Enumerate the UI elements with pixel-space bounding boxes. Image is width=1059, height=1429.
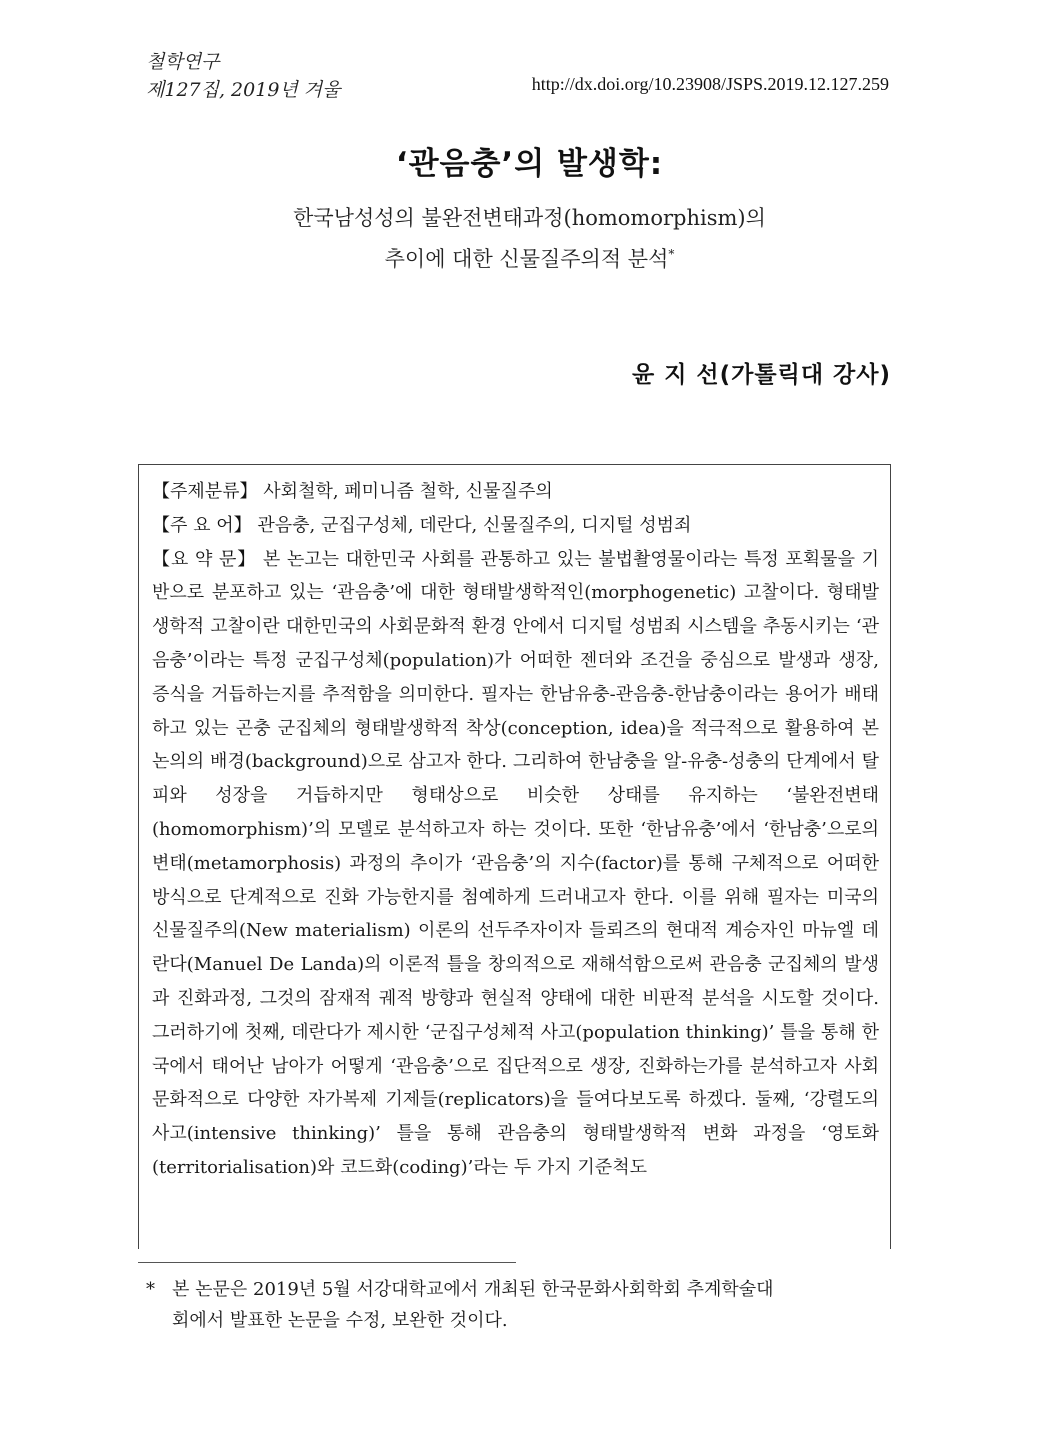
summary-text: 본 논고는 대한민국 사회를 관통하고 있는 불법촬영물이라는 특정 포획물을 기반으로 분포하고 있는 ‘관음충’에 대한 형태발생학적인(morphogenetic) 고찰이다. 형태발생학적 고찰이란 대한민국의 사회문화적 환경 안에서 디지털 성범죄 시스템을 추동시키는 ‘관음충’이라는 특정 군집구성체(population)가 어떠한 젠더와 조건을 중심으로 발생과 생장, 증식을 거듭하는지를 추적함을 의미한다. 필자는 한남유충-관음충-한남충이라는 용어가 배태하고 있는 곤충 군집체의 형태발생학적 착상(conception, idea)을 적극적으로 활용하여 본 논의의 배경(background)으로 삼고자 한다. 그리하여 한남충을 알-유충-성충의 단계에서 탈피와 성장을 거듭하지만 형태상으로 비슷한 상태를 유지하는 ‘불완전변태(homomorphism)’의 모델로 분석하고자 하는 것이다. 또한 ‘한남유충’에서 ‘한남충’으로의 변태(metamorphosis) 과정의 추이가 ‘관음충’의 지수(factor)를 통해 구체적으로 어떠한 방식으로 단계적으로 진화 가능한지를 첨예하게 드러내고자 한다. 이를 위해 필자는 미국의 신물질주의(New materialism) 이론의 선두주자이자 들뢰즈의 현대적 계승자인 마뉴엘 데란다(Manuel De Landa)의 이론적 틀을 창의적으로 재해석함으로써 관음충 군집체의 발생과 진화과정, 그것의 잠재적 궤적 방향과 현실적 양태에 대한 비판적 분석을 시도할 것이다. 그러하기에 첫째, 데란다가 제시한 ‘군집구성체적 사고(population thinking)’ 틀을 통해 한국에서 태어난 남아가 어떻게 ‘관음충’으로 집단적으로 생장, 진화하는가를 분석하고자 사회문화적으로 다양한 자가복제 기제들(replicators)을 들여다보도록 하겠다. 둘째, ‘강렬도의 사고(intensive thinking)’ 틀을 통해 관음충의 형태발생학적 변화 과정을 ‘영토화(territorialisation)와 코드화(coding)’라는 두 가지 기준척도 bbox=[152, 548, 879, 1178]
abstract-summary bbox=[152, 543, 879, 1185]
subtitle-line-2 bbox=[0, 236, 1059, 277]
footnote-line-1 bbox=[146, 1274, 891, 1305]
footnote-divider bbox=[138, 1262, 516, 1263]
footnote-mark: * bbox=[146, 1279, 155, 1300]
subtitle-line-2-text: 추이에 대한 신물질주의적 분석 bbox=[384, 247, 669, 271]
subject-category bbox=[152, 475, 879, 509]
journal-info bbox=[146, 48, 341, 104]
keywords-value: 관음충, 군집구성체, 데란다, 신물질주의, 디지털 성범죄 bbox=[257, 514, 692, 536]
footnote-line-2: 회에서 발표한 논문을 수정, 보완한 것이다. bbox=[172, 1310, 508, 1331]
footnote bbox=[146, 1274, 891, 1336]
subtitle-footnote-mark: * bbox=[668, 247, 675, 261]
author-name: 윤 지 선(가톨릭대 강사) bbox=[631, 362, 891, 388]
keywords bbox=[152, 509, 879, 543]
subtitle-line-1: 한국남성성의 불완전변태과정(homomorphism)의 bbox=[293, 206, 766, 230]
abstract-box bbox=[138, 464, 891, 1249]
summary-label: 【요 약 문】 bbox=[152, 548, 257, 570]
doi-link[interactable]: http://dx.doi.org/10.23908/JSPS.2019.12.127.259 bbox=[531, 74, 889, 94]
abstract-content bbox=[152, 475, 879, 1185]
subject-category-value: 사회철학, 페미니즘 철학, 신물질주의 bbox=[263, 481, 553, 502]
footnote-text-1: 본 논문은 2019년 5월 서강대학교에서 개최된 한국문화사회학회 추계학술대 bbox=[172, 1279, 774, 1300]
journal-issue: 제127집, 2019년 겨울 bbox=[146, 79, 341, 101]
paper-title: ‘관음충’의 발생학: bbox=[395, 146, 664, 182]
journal-name: 철학연구 bbox=[146, 51, 220, 73]
subject-category-label: 【주제분류】 bbox=[152, 481, 258, 502]
paper-subtitle bbox=[0, 200, 1059, 277]
keywords-label: 【주 요 어】 bbox=[152, 514, 252, 536]
